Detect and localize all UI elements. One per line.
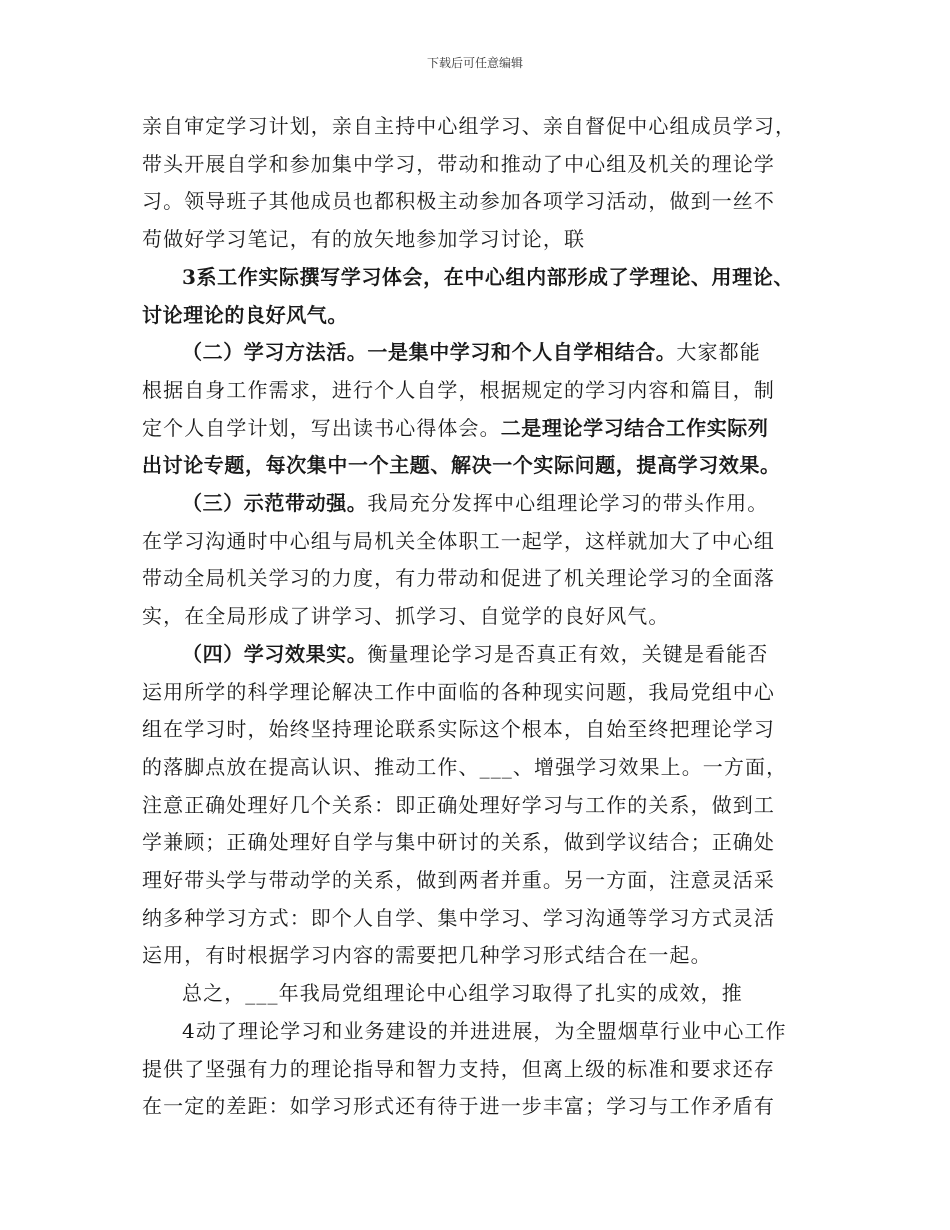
text-line: 运用所学的科学理论解决工作中面临的各种现实问题，我局党组中心 — [142, 679, 775, 704]
text-line: 注意正确处理好几个关系：即正确处理好学习与工作的关系，做到工 — [142, 792, 775, 817]
paragraph-7 — [142, 1013, 822, 1126]
text-line: 总之，___年我局党组理论中心组学习取得了扎实的成效，推 — [182, 981, 743, 1006]
text-run: 衡量理论学习是否真正有效，关键是看能否 — [367, 641, 769, 666]
text-line: 的落脚点放在提高认识、推动工作、___、增强学习效果上。一方面， — [142, 754, 788, 779]
text-line: 带动全局机关学习的力度，有力带动和促进了机关理论学习的全面落 — [142, 566, 775, 591]
text-line — [142, 636, 822, 674]
page-header: 下载后可任意编辑 — [426, 56, 523, 70]
text-line: 习。领导班子其他成员也都积极主动参加各项学习活动，做到一丝不 — [142, 189, 775, 214]
text-line — [142, 334, 822, 372]
paragraph-5 — [142, 636, 822, 975]
paragraph-6 — [142, 975, 822, 1013]
bold-heading: （三）示范带动强。 — [182, 491, 368, 516]
bold-heading: （四）学习效果实。 — [182, 641, 368, 666]
text-line — [142, 410, 822, 448]
text-line: 苟做好学习笔记，有的放矢地参加学习讨论，联 — [142, 227, 586, 252]
text-line: 提供了坚强有力的理论指导和智力支持，但离上级的标准和要求还存 — [142, 1056, 775, 1081]
paragraph-2 — [142, 259, 822, 334]
text-line: 在学习沟通时中心组与局机关全体职工一起学，这样就加大了中心组 — [142, 528, 775, 553]
bold-heading: （二）学习方法活。一是集中学习和个人自学相结合。 — [182, 340, 677, 365]
text-line: 组在学习时，始终坚持理论联系实际这个根本，自始至终把理论学习 — [142, 717, 775, 742]
text-line: 亲自审定学习计划，亲自主持中心组学习、亲自督促中心组成员学习， — [142, 114, 797, 138]
text-line: 在一定的差距：如学习形式还有待于进一步丰富；学习与工作矛盾有 — [142, 1094, 775, 1119]
text-run: 大家都能 — [676, 340, 761, 365]
text-line-bold: 出讨论专题，每次集中一个主题、解决一个实际问题，提高学习效果。 — [142, 453, 781, 478]
paragraph-1 — [142, 108, 822, 259]
text-line: 带头开展自学和参加集中学习，带动和推动了中心组及机关的理论学 — [142, 151, 775, 176]
text-line — [142, 485, 822, 523]
text-run: 我局充分发挥中心组理论学习的带头作用。 — [367, 491, 769, 516]
text-line-bold: 3系工作实际撰写学习体会，在中心组内部形成了学理论、用理论、 — [182, 264, 794, 289]
text-line: 学兼顾；正确处理好自学与集中研讨的关系，做到学议结合；正确处 — [142, 830, 775, 855]
text-line: 实，在全局形成了讲学习、抓学习、自觉学的良好风气。 — [142, 604, 670, 629]
text-line: 理好带头学与带动学的关系，做到两者并重。另一方面，注意灵活采 — [142, 868, 775, 893]
text-line: 运用，有时根据学习内容的需要把几种学习形式结合在一起。 — [142, 943, 712, 968]
document-body — [142, 108, 822, 1126]
text-line: 纳多种学习方式：即个人自学、集中学习、学习沟通等学习方式灵活 — [142, 905, 775, 930]
text-run: 定个人自学计划，写出读书心得体会。 — [142, 415, 501, 440]
paragraph-3 — [142, 334, 822, 485]
text-line: 4动了理论学习和业务建设的并进进展，为全盟烟草行业中心工作 — [182, 1018, 787, 1043]
text-line: 根据自身工作需求，进行个人自学，根据规定的学习内容和篇目，制 — [142, 377, 775, 402]
text-line-bold: 讨论理论的良好风气。 — [142, 302, 348, 327]
bold-run: 二是理论学习结合工作实际列 — [500, 415, 769, 440]
paragraph-4 — [142, 485, 822, 636]
